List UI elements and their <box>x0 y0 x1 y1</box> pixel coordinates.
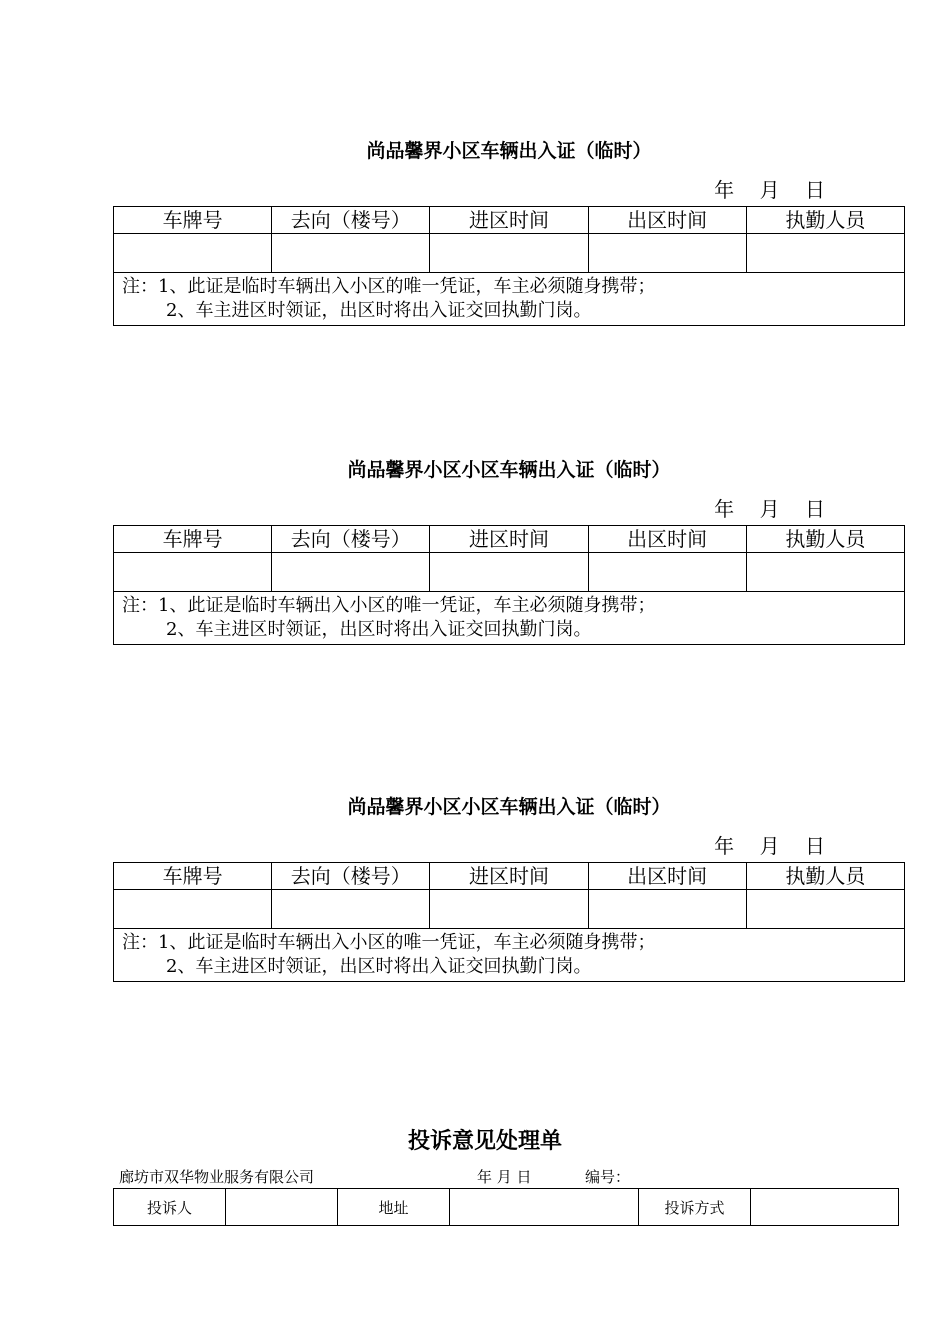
header-destination: 去向（楼号） <box>272 526 430 553</box>
company-name: 廊坊市双华物业服务有限公司 <box>119 1168 315 1186</box>
header-plate: 车牌号 <box>114 526 272 553</box>
cell-exit-time[interactable] <box>588 553 746 592</box>
note-line-1: 注：1、此证是临时车辆出入小区的唯一凭证，车主必须随身携带； <box>122 932 656 953</box>
header-exit-time: 出区时间 <box>588 863 746 890</box>
form-date: 年 月 日 <box>477 1168 532 1186</box>
field-complainant[interactable] <box>226 1189 338 1226</box>
cell-entry-time[interactable] <box>430 890 588 929</box>
cell-plate[interactable] <box>114 234 272 273</box>
header-exit-time: 出区时间 <box>588 207 746 234</box>
note-line-2: 2、车主进区时领证，出区时将出入证交回执勤门岗。 <box>166 300 592 321</box>
date-line: 年 月 日 <box>714 497 825 521</box>
note-line-2: 2、车主进区时领证，出区时将出入证交回执勤门岗。 <box>166 619 592 640</box>
header-duty-staff: 执勤人员 <box>746 863 904 890</box>
cell-destination[interactable] <box>272 234 430 273</box>
cell-exit-time[interactable] <box>588 890 746 929</box>
field-complaint-method[interactable] <box>751 1189 899 1226</box>
header-entry-time: 进区时间 <box>430 526 588 553</box>
note-line-1: 注：1、此证是临时车辆出入小区的唯一凭证，车主必须随身携带； <box>122 595 656 616</box>
cell-duty-staff[interactable] <box>746 890 904 929</box>
label-complainant: 投诉人 <box>114 1189 226 1226</box>
label-address: 地址 <box>338 1189 450 1226</box>
note-line-2: 2、车主进区时领证，出区时将出入证交回执勤门岗。 <box>166 956 592 977</box>
permit-note <box>114 929 905 982</box>
header-entry-time: 进区时间 <box>430 863 588 890</box>
cell-plate[interactable] <box>114 553 272 592</box>
cell-plate[interactable] <box>114 890 272 929</box>
cell-entry-time[interactable] <box>430 234 588 273</box>
permit-title: 尚品馨界小区小区车辆出入证（临时） <box>347 459 671 481</box>
cell-entry-time[interactable] <box>430 553 588 592</box>
field-address[interactable] <box>450 1189 639 1226</box>
permit-title: 尚品馨界小区车辆出入证（临时） <box>366 140 652 162</box>
cell-duty-staff[interactable] <box>746 234 904 273</box>
header-destination: 去向（楼号） <box>272 207 430 234</box>
complaint-table <box>113 1188 899 1226</box>
cell-destination[interactable] <box>272 553 430 592</box>
header-exit-time: 出区时间 <box>588 526 746 553</box>
complaint-form-title: 投诉意见处理单 <box>407 1129 562 1154</box>
date-line: 年 月 日 <box>714 178 825 202</box>
header-duty-staff: 执勤人员 <box>746 207 904 234</box>
permit-table <box>113 206 905 326</box>
label-complaint-method: 投诉方式 <box>639 1189 751 1226</box>
permit-table <box>113 525 905 645</box>
cell-destination[interactable] <box>272 890 430 929</box>
header-duty-staff: 执勤人员 <box>746 526 904 553</box>
date-line: 年 月 日 <box>714 834 825 858</box>
permit-table <box>113 862 905 982</box>
header-entry-time: 进区时间 <box>430 207 588 234</box>
note-line-1: 注：1、此证是临时车辆出入小区的唯一凭证，车主必须随身携带； <box>122 276 656 297</box>
header-plate: 车牌号 <box>114 863 272 890</box>
complaint-form-subheader <box>119 1166 630 1187</box>
cell-exit-time[interactable] <box>588 234 746 273</box>
cell-duty-staff[interactable] <box>746 553 904 592</box>
form-number-label: 编号： <box>585 1168 631 1186</box>
permit-note <box>114 592 905 645</box>
permit-title: 尚品馨界小区小区车辆出入证（临时） <box>347 796 671 818</box>
header-destination: 去向（楼号） <box>272 863 430 890</box>
permit-note <box>114 273 905 326</box>
header-plate: 车牌号 <box>114 207 272 234</box>
